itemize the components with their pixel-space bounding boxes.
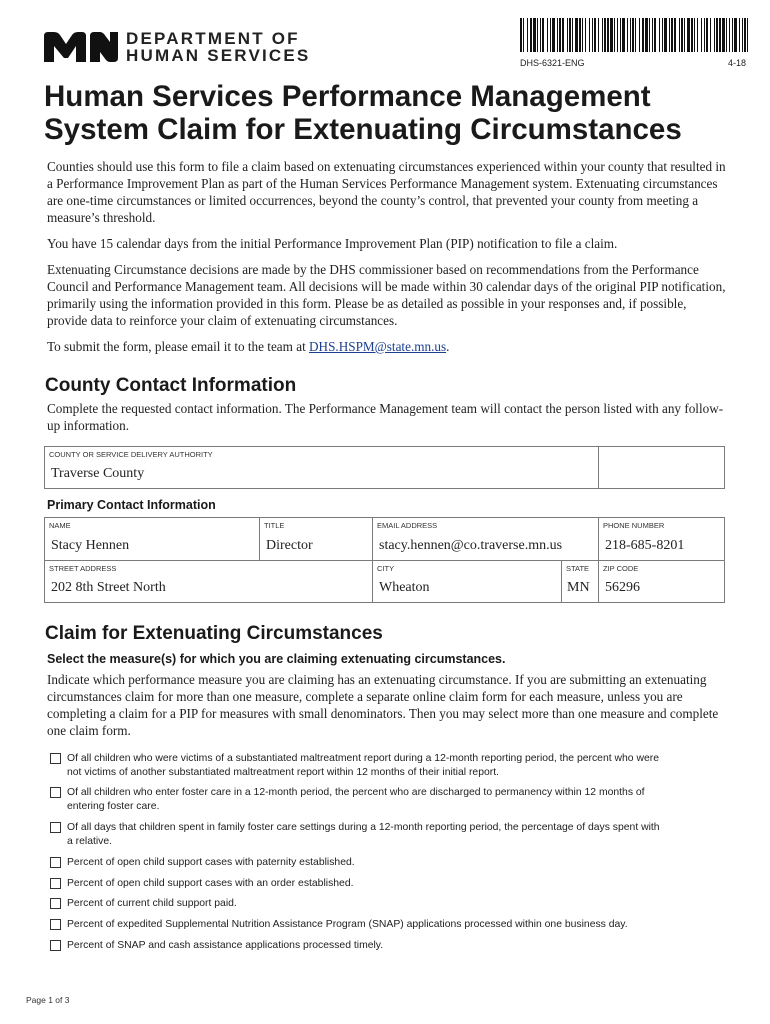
barcode-bar [617,18,618,52]
barcode-bar [550,18,551,52]
barcode-bar [537,18,538,52]
intro-paragraph-1: Counties should use this form to file a claim based on extenuating circumstances experienced within your county that resulted in a Performance Improvement Plan as part of the Human Services Performance Management system. Extenuating circumstances are one-time circumstances or limited occurrences, beyond the county’s control, that prevented your county from meeting a measure’s threshold. [47,159,726,225]
agency-name [126,30,310,64]
county-contact-instructions: Complete the requested contact information. The Performance Management team will contact the person listed with any follow-up information. [47,401,724,433]
barcode-bar [630,18,631,52]
barcode-bar [610,18,613,52]
primary-contact-table [44,517,725,603]
barcode-bar [652,18,653,52]
intro-paragraph-2: You have 15 calendar days from the initial Performance Improvement Plan (PIP) notification to file a claim. [47,236,618,251]
measure-label-line2: a relative. [67,835,113,847]
page-title-line2: System Claim for Extenuating Circumstances [44,113,682,146]
barcode-bar [530,18,532,52]
email-label: EMAIL ADDRESS [377,521,438,530]
barcode-bar [520,18,522,52]
phone-cell[interactable] [598,518,724,560]
measure-label [67,786,707,813]
barcode-bar [592,18,593,52]
barcode-bar [607,18,609,52]
barcode-bar [620,18,621,52]
title-cell[interactable] [259,518,372,560]
barcode-bar [552,18,555,52]
intro-paragraph-3: Extenuating Circumstance decisions are made by the DHS commissioner based on recommendations from the Performance Council and Performance Management team. All decisions will be made within 30 calendar days of the original PIP notification, primarily using the information provided in this form. Please be as detailed as possible in your responses and, if possible, provide data to reinforce your claim of extenuating circumstances. [47,262,726,328]
barcode-bar [664,18,667,52]
barcode-bar [602,18,603,52]
barcode-bar [744,18,746,52]
barcode-bar [562,18,564,52]
barcode-bar [572,18,573,52]
form-barcode [520,18,748,52]
measure-label [67,856,707,870]
measure-label [67,877,707,891]
title-label: TITLE [264,521,285,530]
agency-name-line2: HUMAN SERVICES [126,46,311,65]
barcode-bar [594,18,596,52]
measure-checkbox[interactable] [50,898,61,909]
barcode-bar [582,18,583,52]
page-title [44,80,744,146]
barcode-bar [726,18,727,52]
submit-text-end: . [446,339,450,354]
measure-label [67,897,707,911]
phone-value[interactable]: 218-685-8201 [605,538,685,553]
form-revision: 4-18 [728,58,747,68]
barcode-bar [710,18,711,52]
agency-name-line1: DEPARTMENT OF [126,29,300,48]
barcode-bar [523,18,524,52]
barcode-bar [604,18,606,52]
measure-label [67,939,707,953]
barcode-bar [654,18,656,52]
barcode-bar [694,18,695,52]
barcode-bar [649,18,650,52]
barcode-bar [547,18,548,52]
title-value[interactable]: Director [266,538,313,553]
barcode-bar [557,18,558,52]
street-cell[interactable] [45,560,372,602]
barcode-bar [540,18,541,52]
primary-contact-heading: Primary Contact Information [47,498,216,512]
measure-checkbox[interactable] [50,822,61,833]
barcode-bar [527,18,528,52]
barcode-bar [687,18,690,52]
measure-label-line1: Percent of open child support cases with paternity established. [67,857,355,868]
barcode-bar [729,18,730,52]
submit-text: To submit the form, please email it to the team at [47,339,310,354]
claim-heading: Claim for Extenuating Circumstances [45,623,383,644]
measure-label-line1: Of all children who were victims of a substantiated maltreatment report during a 12-month reporting period, the percent who were [67,753,659,764]
barcode-bar [559,18,561,52]
barcode-bar [585,18,586,52]
zip-cell[interactable] [598,560,724,602]
barcode-bar [714,18,715,52]
measure-checkbox[interactable] [50,753,61,764]
barcode-bar [569,18,571,52]
barcode-bar [719,18,721,52]
barcode-bar [704,18,705,52]
barcode-bar [622,18,625,52]
barcode-bar [684,18,685,52]
mn-logo-icon [44,32,118,62]
barcode-bar [722,18,725,52]
barcode-bar [589,18,590,52]
name-value[interactable]: Stacy Hennen [51,538,130,553]
measure-label [67,918,707,932]
barcode-bar [598,18,599,52]
barcode-bar [632,18,634,52]
county-label: COUNTY OR SERVICE DELIVERY AUTHORITY [49,450,213,459]
barcode-bar [706,18,708,52]
county-field [44,446,725,489]
claim-subheading: Select the measure(s) for which you are claiming extenuating circumstances. [47,652,506,666]
measure-label-line2: not victims of another substantiated maltreatment report within 12 months of their initial report. [67,766,499,778]
barcode-bar [635,18,636,52]
barcode-bar [627,18,628,52]
zip-label: ZIP CODE [603,564,639,573]
barcode-bar [747,18,748,52]
county-contact-heading: County Contact Information [45,375,297,396]
barcode-bar [671,18,673,52]
measure-label-line1: Percent of expedited Supplemental Nutrition Assistance Program (SNAP) applications processed within one business day. [67,919,628,930]
name-label: NAME [49,521,71,530]
page-title-line1: Human Services Performance Management [44,80,651,113]
measure-checkbox[interactable] [50,787,61,798]
zip-value[interactable]: 56296 [605,580,640,595]
barcode-bar [739,18,740,52]
barcode-bar [734,18,737,52]
measure-label-line1: Percent of SNAP and cash assistance applications processed timely. [67,940,384,951]
measure-checkbox[interactable] [50,878,61,889]
name-cell[interactable] [45,518,259,560]
measure-label [67,752,707,779]
barcode-bar [697,18,698,52]
barcode-bar [662,18,663,52]
intro-paragraph-4 [47,338,727,355]
barcode-bar [732,18,733,52]
measure-checkbox[interactable] [50,919,61,930]
street-label: STREET ADDRESS [49,564,117,573]
county-blank-cell [598,447,724,488]
street-value[interactable]: 202 8th Street North [51,580,166,595]
measure-label-line1: Percent of current child support paid. [67,898,237,909]
submit-email-link[interactable]: DHS.HSPM@state.mn.us [309,339,447,354]
barcode-bar [742,18,743,52]
barcode-bar [579,18,581,52]
barcode-bar [701,18,702,52]
state-cell[interactable] [561,560,598,602]
barcode-bar [642,18,644,52]
barcode-bar [679,18,680,52]
barcode-bar [691,18,693,52]
page-number: Page 1 of 3 [26,995,70,1005]
measure-label-line2: entering foster care. [67,800,160,812]
city-label: CITY [377,564,395,573]
barcode-bar [659,18,660,52]
phone-label: PHONE NUMBER [603,521,665,530]
claim-instructions: Indicate which performance measure you are claiming has an extenuating circumstance. If you are submitting an extenuating circumstances claim for more than one measure, complete a separate online claim form for each measure, unless you are completing a claim for a PIP for measures with small denominators. Then you may select more than one measure and complete one claim form. [47,672,719,738]
barcode-bar [542,18,544,52]
barcode-bar [681,18,683,52]
county-cell[interactable] [45,447,598,488]
form-code: DHS-6321-ENG [520,58,585,68]
barcode-bar [639,18,640,52]
measure-checkbox[interactable] [50,940,61,951]
state-label: STATE [566,564,590,573]
barcode-bar [614,18,615,52]
barcode-bar [645,18,648,52]
state-value[interactable]: MN [567,580,590,595]
barcode-bar [567,18,568,52]
measure-label-line1: Of all children who enter foster care in a 12-month period, the percent who are discharged to permanency within 12 months of [67,787,645,798]
barcode-bar [575,18,578,52]
measure-checkbox[interactable] [50,857,61,868]
barcode-bar [533,18,536,52]
city-value[interactable]: Wheaton [379,580,430,595]
measure-label-line1: Of all days that children spent in family foster care settings during a 12-month reporting period, the percentage of days spent with [67,822,660,833]
email-value[interactable]: stacy.hennen@co.traverse.mn.us [379,538,563,553]
measure-label [67,821,707,848]
city-cell[interactable] [372,560,561,602]
barcode-bar [716,18,718,52]
email-cell[interactable] [372,518,598,560]
barcode-bar [674,18,676,52]
measure-label-line1: Percent of open child support cases with an order established. [67,878,354,889]
county-value[interactable]: Traverse County [51,466,145,481]
barcode-bar [669,18,670,52]
